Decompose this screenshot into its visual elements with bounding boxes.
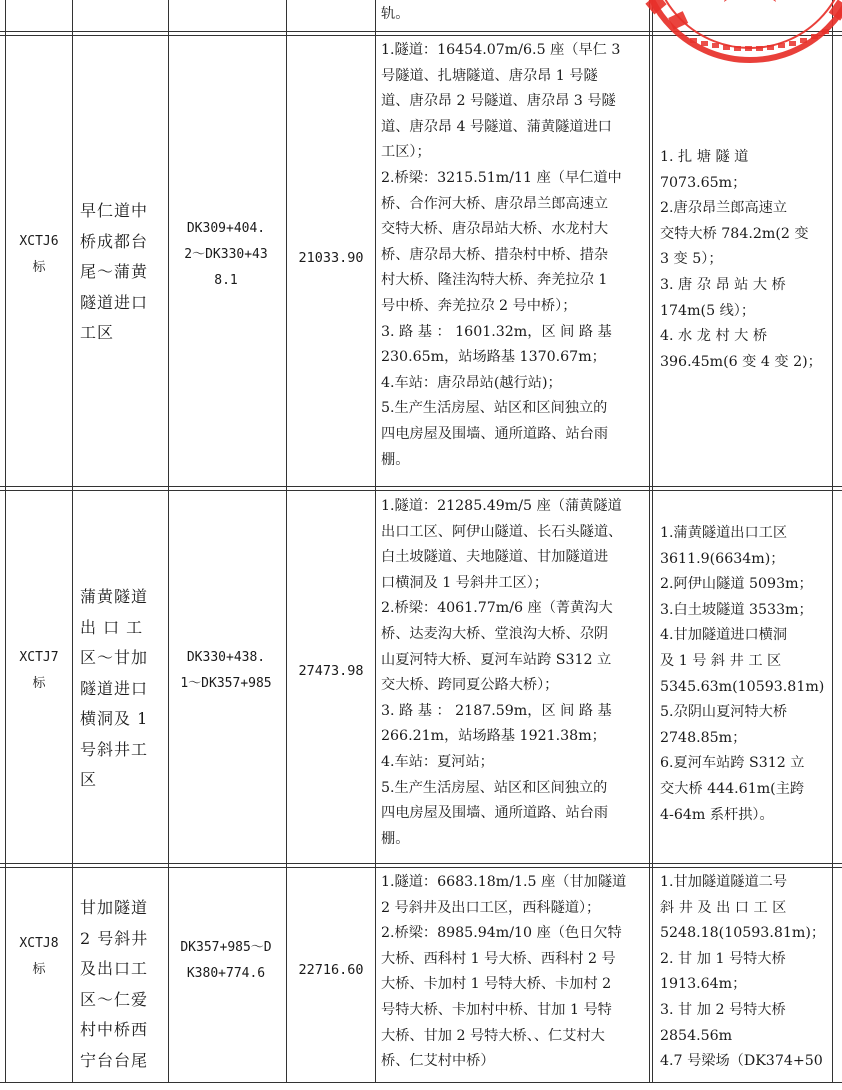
table-border-right [832,0,833,1082]
content-cell: 1.隧道：6683.18m/1.5 座（甘加隧道 2 号斜井及出口工区，西科隧道）； 2.桥梁：8985.94m/10 座（色日欠特 大桥、西科村 1 号大桥、西科村 2 号 大桥、卡加村 1 号特大桥、卡加村 2 号特大桥、卡加村中桥、甘加 1 号特 大桥、甘加 2 号特大桥、、仁艾村大 桥、仁艾村中桥） [381,874,627,1070]
content-cell: 1.隧道：21285.49m/5 座（蒲黄隧道 出口工区、阿伊山隧道、长石头隧道、 白土坡隧道、夫地隧道、甘加隧道进 口横洞及 1 号斜井工区）； 2.桥梁：4061.77m/6 座（菁黄沟大 桥、达麦沟大桥、堂浪沟大桥、尕阴 山夏河特大桥、夏河车站跨 S312 立 交大桥、跨同夏公路大桥）； 3. 路 基 ： 2187.59m，区 间 路 基 266.21m，站场路基 1921.38m； 4.车站：夏河站； 5.生产生活房屋、站区和区间独立的 四电房屋及围墙、通所道路、站台雨 棚。 [381,498,623,847]
mileage-cell: DK330+438. 1～DK357+985 [180,650,272,691]
content-cell: 1.隧道：16454.07m/6.5 座（早仁 3 号隧道、扎塘隧道、唐尕昂 1 号隧 道、唐尕昂 2 号隧道、唐尕昂 3 号隧 道、唐尕昂 4 号隧道、蒲黄隧道进口 工区）； 2.桥梁：3215.51m/11 座（早仁道中 桥、合作河大桥、唐尕昂兰郎高速立 交特大桥、唐尕昂站大桥、水龙村大 桥、唐尕昂大桥、措杂村中桥、措杂 村大桥、隆洼沟特大桥、奔羌拉尕 1 号中桥、奔羌拉尕 2 号中桥）； 3. 路 基 ： 1601.32m，区 间 路 基 230.65m，站场路基 1370.67m； 4.车站：唐尕昂站(越行站)； 5.生产生活房屋、站区和区间独立的 四电房屋及围墙、通所道路、站台雨 棚。 [381,42,622,468]
bid-id-cell: XCTJ7 标 [19,650,59,691]
column-divider [649,0,650,1082]
column-divider [286,0,287,1082]
bid-id-cell: XCTJ6 标 [19,234,59,275]
row-divider [0,486,842,491]
section-cell: 蒲黄隧道 出 口 工 区～甘加 隧道进口 横洞及 1 号斜井工 区 [80,587,149,789]
key-project-cell: 1.甘加隧道隧道二号 斜 井 及 出 口 工 区 5248.18(10593.81m)； 2. 甘 加 1 号特大桥 1913.64m； 3. 甘 加 2 号特大桥 2854.56m 4.7 号梁场（DK374+50 [660,874,826,1070]
section-cell: 早仁道中 桥成都台 尾～蒲黄 隧道进口 工区 [80,201,149,342]
section-cell: 甘加隧道 2 号斜井 及出口工 区～仁爱 村中桥西 宁台台尾 [80,898,149,1070]
column-divider [652,0,653,1082]
column-divider [375,0,376,1082]
official-seal-stamp [600,0,842,92]
key-project-cell: 1. 扎 塘 隧 道 7073.65m； 2.唐尕昂兰郎高速立 交特大桥 784.2m(2 变 3 变 5）； 3. 唐 尕 昂 站 大 桥 174m(5 线）； 4. 水 龙 村 大 桥 396.45m(6 变 4 变 2)； [660,149,822,370]
seal-star-icon [708,0,792,2]
table-border-bottom [0,1082,842,1083]
key-project-cell: 1.蒲黄隧道出口工区 3611.9(6634m)； 2.阿伊山隧道 5093m； 3.白土坡隧道 3533m； 4.甘加隧道进口横洞 及 1 号 斜 井 工 区 5345.63m(10593.81m) 5.尕阴山夏河特大桥 2748.85m； 6.夏河车站跨 S312 立 交大桥 444.61m(主跨 4-64m 系杆拱）。 [660,525,825,823]
amount-cell: 21033.90 [298,250,364,266]
mileage-cell: DK357+985～D K380+774.6 [180,940,272,981]
table-border-left [5,0,6,1082]
row-divider [0,863,842,868]
column-divider [168,0,169,1082]
column-divider [72,0,73,1082]
bid-id-cell: XCTJ8 标 [19,936,59,977]
amount-cell: 22716.60 [298,962,364,978]
mileage-cell: DK309+404. 2～DK330+43 8.1 [184,221,268,288]
content-cell-tail: 轨。 [381,6,410,22]
amount-cell: 27473.98 [298,663,364,679]
